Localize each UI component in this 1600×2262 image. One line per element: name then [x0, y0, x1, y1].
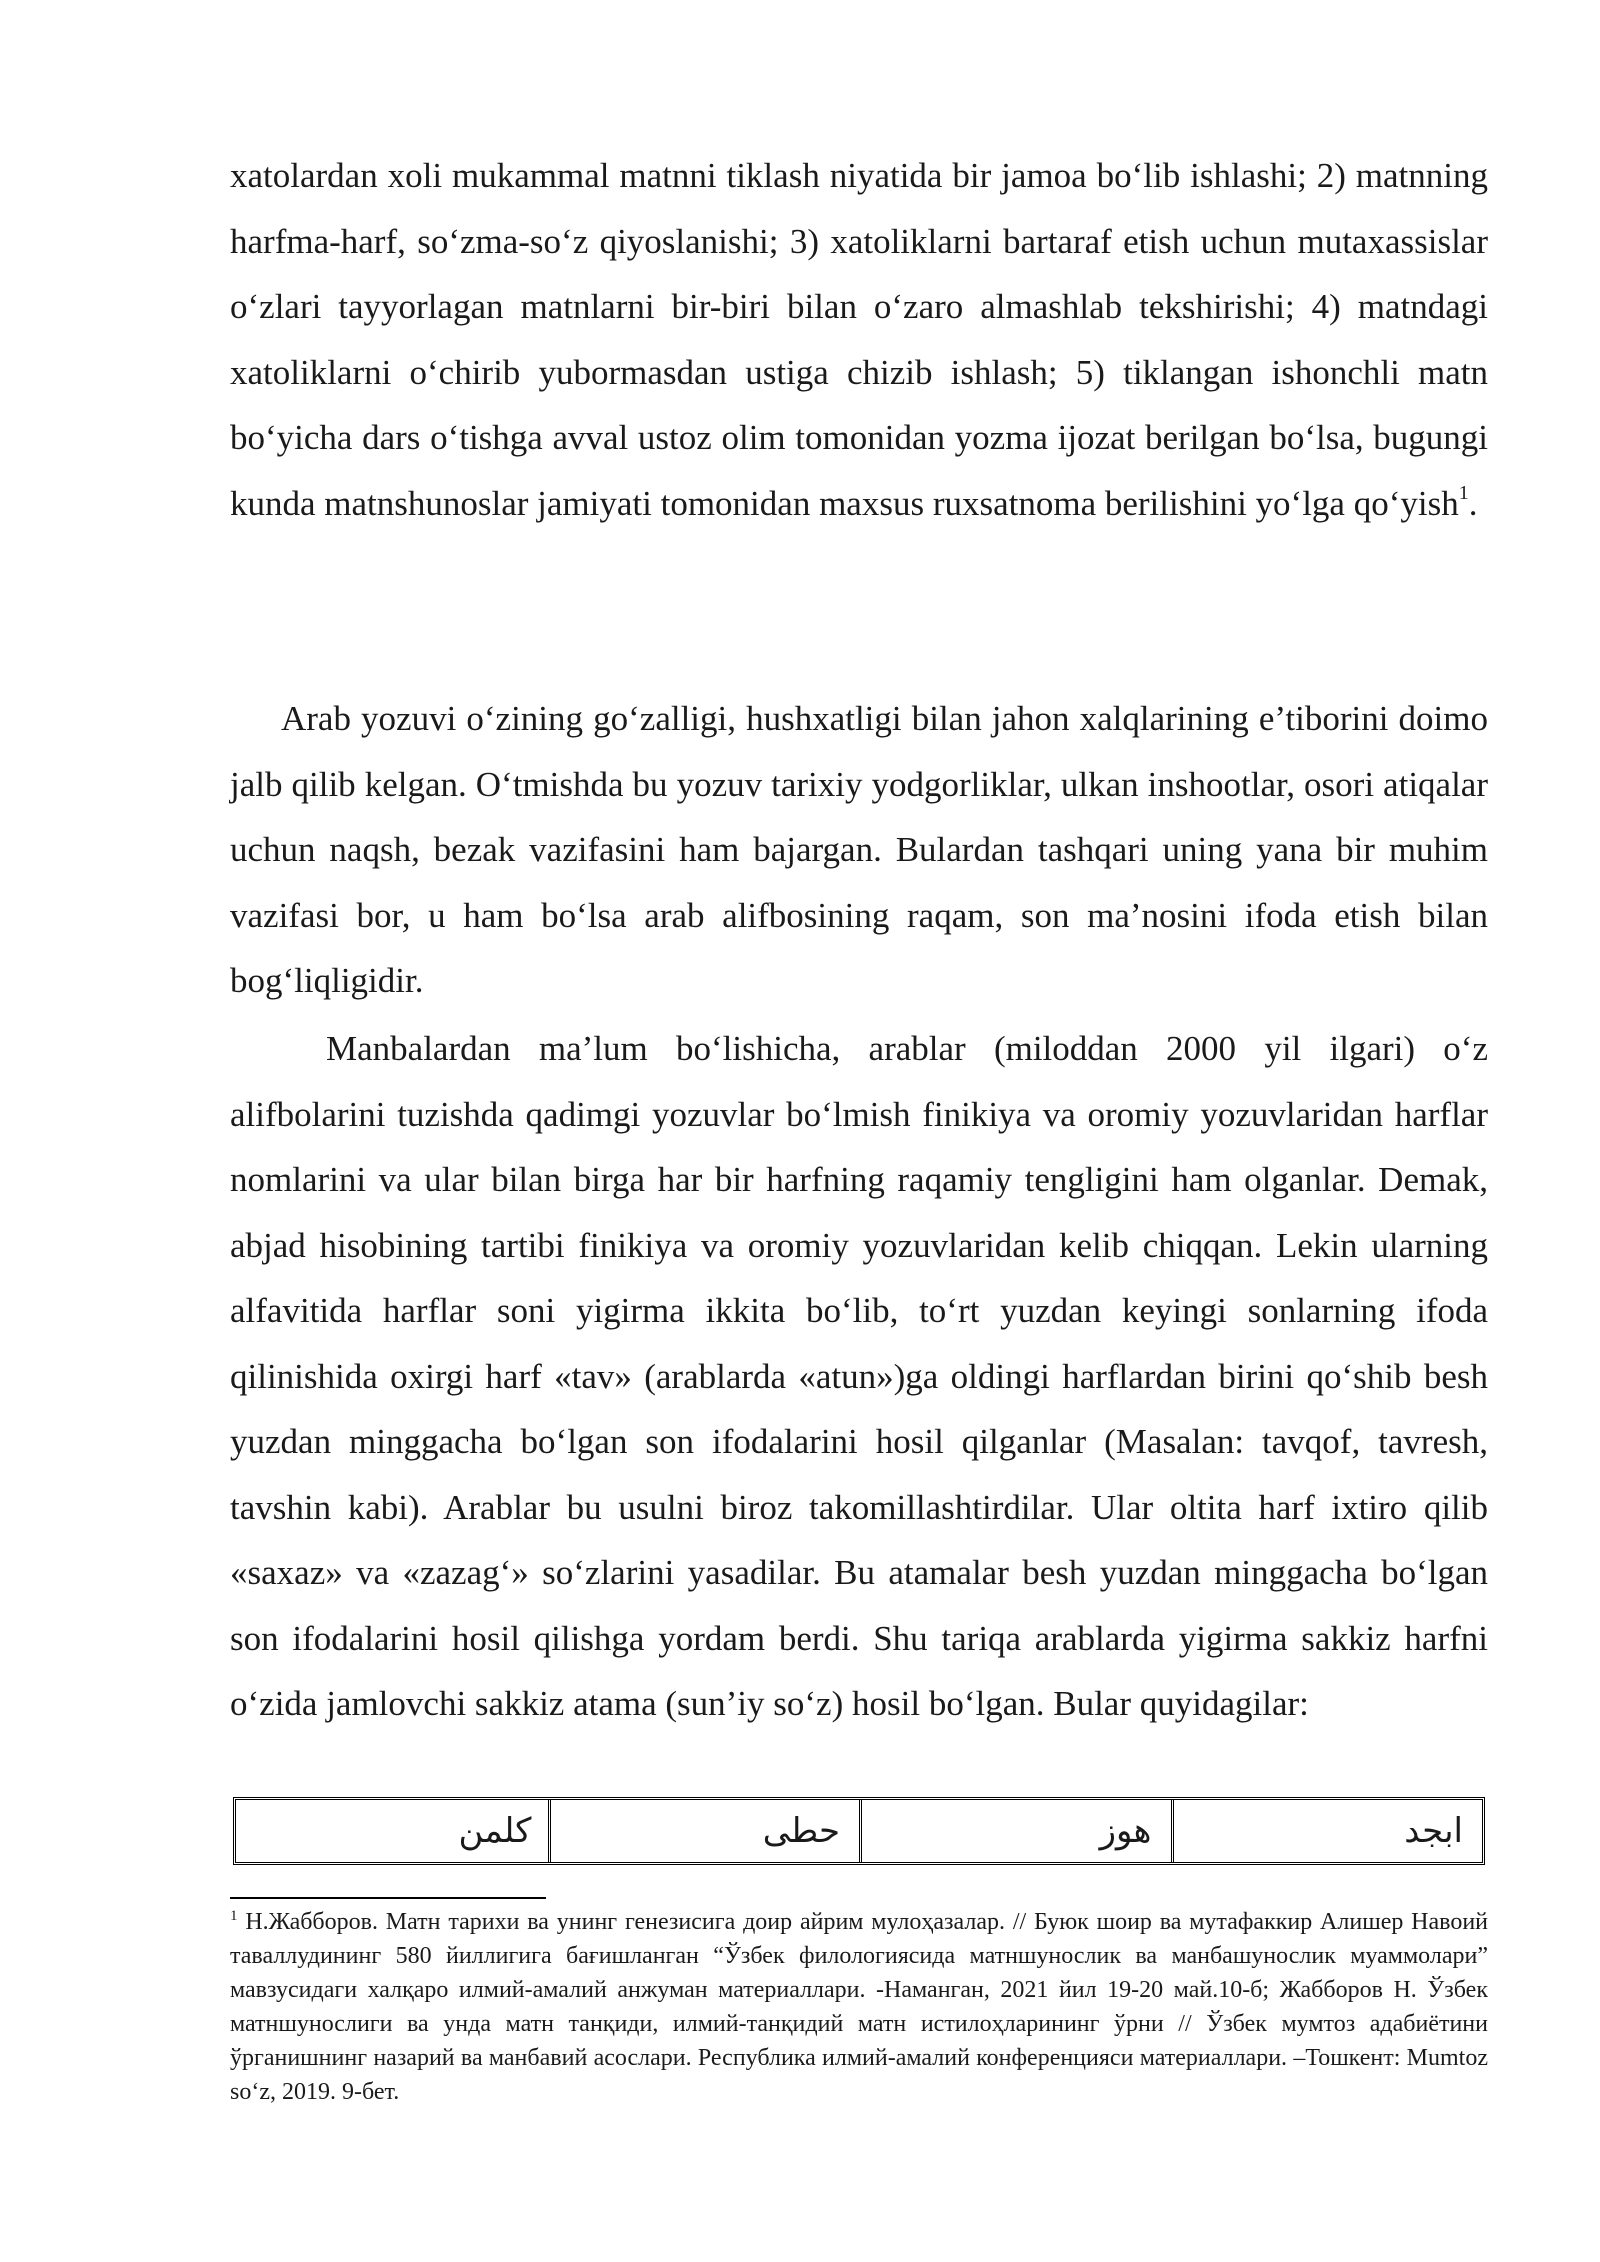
footnote-text: Н.Жабборов. Матн тарихи ва унинг генезисига доир айрим мулоҳазалар. // Буюк шоир ва мутафаккир Алишер Навоий таваллудининг 580 йиллигига бағишланган “Ўзбек филологиясида матншунослик ва манбашунослик муаммолари” мавзусидаги халқаро илмий-амалий анжуман материаллари. -Наманган, 2021 йил 19-20 май.10-б; Жабборов Н. Ўзбек матншунослиги ва унда матн танқиди, илмий-танқидий матн истилоҳларининг ўрни // Ўзбек мумтоз адабиётини ўрганишнинг назарий ва манбавий асослари. Республика илмий-амалий конференцияси материаллари. –Тошкент: Mumtoz so‘z, 2019. 9-бет.: [230, 1909, 1489, 2105]
footnote-number: 1: [230, 1908, 238, 1924]
abjad-cell-2: [548, 1800, 860, 1862]
abjad-word: حطى: [762, 1811, 840, 1851]
document-page: [230, 0, 1488, 2262]
footnote: [230, 1905, 1488, 2109]
abjad-table-row: [236, 1800, 1482, 1862]
abjad-cell-3: [859, 1800, 1171, 1862]
abjad-table: [233, 1797, 1485, 1865]
paragraph-1: [230, 143, 1488, 536]
abjad-cell-4: [1171, 1800, 1483, 1862]
paragraph-1-end: .: [1468, 483, 1478, 523]
abjad-word: كلمن: [458, 1811, 532, 1851]
abjad-word: ابجد: [1404, 1811, 1463, 1851]
paragraph-2: Arab yozuvi o‘zining go‘zalligi, hushxatligi bilan jahon xalqlarining e’tiborini doimo jalb qilib kelgan. O‘tmishda bu yozuv tarixiy yodgorliklar, ulkan inshootlar, osori atiqalar uchun naqsh, bezak vazifasini ham bajargan. Bulardan tashqari uning yana bir muhim vazifasi bor, u ham bo‘lsa arab alifbosining raqam, son ma’nosini ifoda etish bilan bog‘liqligidir.: [230, 699, 1488, 1000]
paragraph-3: Manbalardan ma’lum bo‘lishicha, arablar (miloddan 2000 yil ilgari) o‘z alifbolarini tuzishda qadimgi yozuvlar bo‘lmish finikiya va oromiy yozuvlaridan harflar nomlarini va ular bilan birga har bir harfning raqamiy tengligini ham olganlar. Demak, abjad hisobining tartibi finikiya va oromiy yozuvlaridan kelib chiqqan. Lekin ularning alfavitida harflar soni yigirma ikkita bo‘lib, to‘rt yuzdan keyingi sonlarning ifoda qilinishida oxirgi harf «tav» (arablarda «atun»)ga oldingi harflardan birini qo‘shib besh yuzdan minggacha bo‘lgan son ifodalarini hosil qilganlar (Masalan: tavqof, tavresh, tavshin kabi). Arablar bu usulni biroz takomillashtirdilar. Ular oltita harf ixtiro qilib «saxaz» va «zazag‘» so‘zlarini yasadilar. Bu atamalar besh yuzdan minggacha bo‘lgan son ifodalarini hosil qilishga yordam berdi. Shu tariqa arablarda yigirma sakkiz harfni o‘zida jamlovchi sakkiz atama (sun’iy so‘z) hosil bo‘lgan. Bular quyidagilar:: [230, 1029, 1488, 1723]
abjad-cell-1: [236, 1800, 548, 1862]
paragraph-1-text: xatolardan xoli mukammal matnni tiklash niyatida bir jamoa bo‘lib ishlashi; 2) matnning harfma-harf, so‘zma-so‘z qiyoslanishi; 3) xatoliklarni bartaraf etish uchun mutaxassislar o‘zlari tayyorlagan matnlarni bir-biri bilan o‘zaro almashlab tekshirishi; 4) matndagi xatoliklarni o‘chirib yubormasdan ustiga chizib ishlash; 5) tiklangan ishonchli matn bo‘yicha dars o‘tishga avval ustoz olim tomonidan yozma ijozat berilgan bo‘lsa, bugungi kunda matnshunoslar jamiyati tomonidan maxsus ruxsatnoma berilishini yo‘lga qo‘yish: [230, 156, 1488, 523]
footnote-reference[interactable]: 1: [1458, 481, 1469, 504]
footnote-separator: [230, 1897, 546, 1899]
abjad-word: هوز: [1099, 1811, 1152, 1851]
